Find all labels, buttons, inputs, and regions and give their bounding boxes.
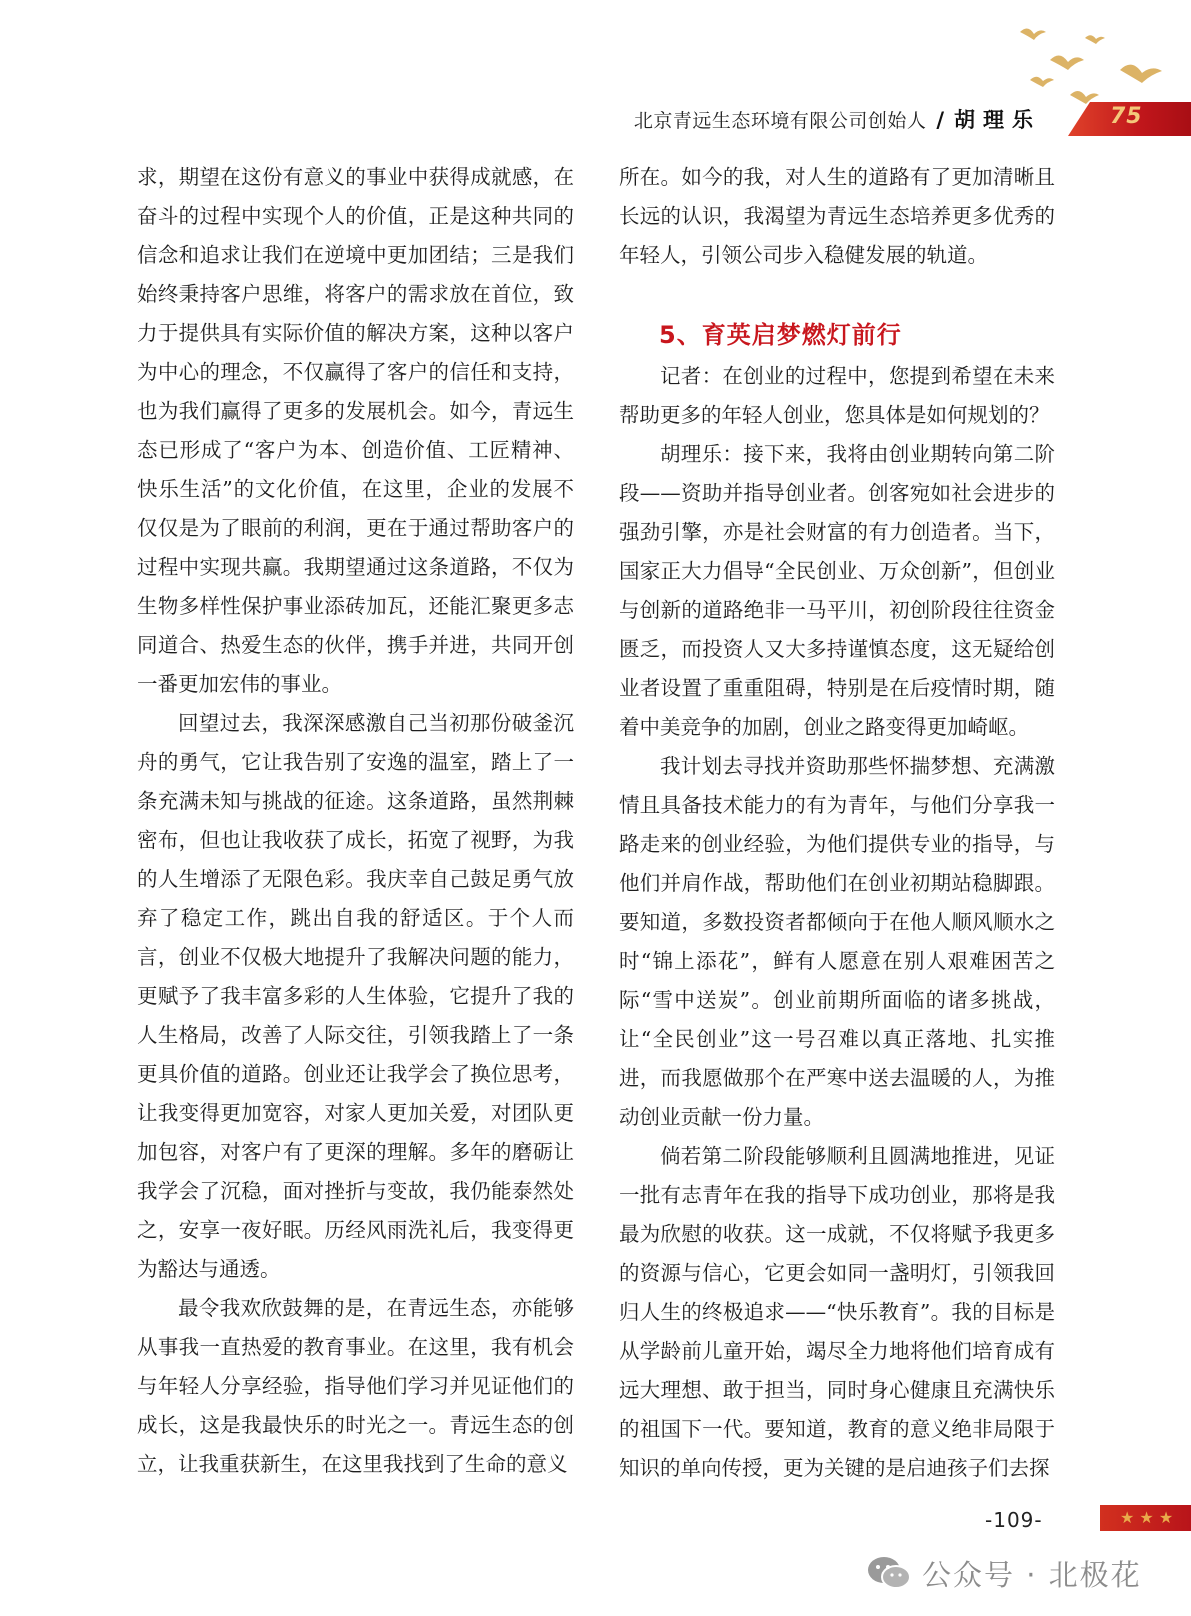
header-separator: / — [936, 108, 944, 132]
page-number: -109- — [985, 1508, 1043, 1532]
paragraph: 倘若第二阶段能够顺利且圆满地推进，见证一批有志青年在我的指导下成功创业，那将是我最为欣慰的收获。这一成就，不仅将赋予我更多的资源与信心，它更会如同一盏明灯，引领我回归人生的终极追求——“快乐教育”。我的目标是从学龄前儿童开始，竭尽全力地将他们培育成有远大理想、敢于担当，同时身心健康且充满快乐的祖国下一代。要知道，教育的意义绝非局限于知识的单向传授，更为关键的是启迪孩子们去探 — [619, 1144, 1055, 1480]
paragraph: 求，期望在这份有意义的事业中获得成就感，在奋斗的过程中实现个人的价值，正是这种共同的信念和追求让我们在逆境中更加团结；三是我们始终秉持客户思维，将客户的需求放在首位，致力于提供具有实际价值的解决方案，这种以客户为中心的理念，不仅赢得了客户的信任和支持，也为我们赢得了更多的发展机会。如今，青远生态已形成了“客户为本、创造价值、工匠精神、快乐生活”的文化价值，在这里，企业的发展不仅仅是为了眼前的利润，更在于通过帮助客户的过程中实现共赢。我期望通过这条道路，不仅为生物多样性保护事业添砖加瓦，还能汇聚更多志同道合、热爱生态的伙伴，携手并进，共同开创一番更加宏伟的事业。 — [137, 165, 574, 696]
paragraph: 回望过去，我深深感激自己当初那份破釜沉舟的勇气，它让我告别了安逸的温室，踏上了一条充满未知与挑战的征途。这条道路，虽然荆棘密布，但也让我收获了成长，拓宽了视野，为我的人生增添了无限色彩。我庆幸自己鼓足勇气放弃了稳定工作，跳出自我的舒适区。于个人而言，创业不仅极大地提升了我解决问题的能力，更赋予了我丰富多彩的人生体验，它提升了我的人生格局，改善了人际交往，引领我踏上了一条更具价值的道路。创业还让我学会了换位思考，让我变得更加宽容，对家人更加关爱，对团队更加包容，对客户有了更深的理解。多年的磨砺让我学会了沉稳，面对挫折与变故，我仍能泰然处之，安享一夜好眠。历经风雨洗礼后，我变得更为豁达与通透。 — [137, 711, 574, 1281]
paragraph: 最令我欢欣鼓舞的是，在青远生态，亦能够从事我一直热爱的教育事业。在这里，我有机会与年轻人分享经验，指导他们学习并见证他们的成长，这是我最快乐的时光之一。青远生态的创立，让我重获新生，在这里我找到了生命的意义 — [137, 1296, 574, 1476]
header-badge-number: 75 — [1110, 104, 1143, 129]
paragraph: 我计划去寻找并资助那些怀揣梦想、充满激情且具备技术能力的有为青年，与他们分享我一路走来的创业经验，为他们提供专业的指导，与他们并肩作战，帮助他们在创业初期站稳脚跟。要知道，多数投资者都倾向于在他人顺风顺水之时“锦上添花”，鲜有人愿意在别人艰难困苦之际“雪中送炭”。创业前期所面临的诸多挑战，让“全民创业”这一号召难以真正落地、扎实推进，而我愿做那个在严寒中送去温暖的人，为推动创业贡献一份力量。 — [619, 754, 1055, 1129]
header-org: 北京青远生态环境有限公司创始人 — [633, 110, 927, 132]
running-header — [634, 104, 1041, 134]
watermark — [866, 1548, 1142, 1598]
paragraph: 所在。如今的我，对人生的道路有了更加清晰且长远的认识，我渴望为青远生态培养更多优秀的年轻人，引领公司步入稳健发展的轨道。 — [619, 165, 1055, 267]
right-column — [619, 158, 1055, 1488]
section-title: 5、育英启梦燃灯前行 — [659, 321, 902, 349]
paragraph: 胡理乐：接下来，我将由创业期转向第二阶段——资助并指导创业者。创客宛如社会进步的强劲引擎，亦是社会财富的有力创造者。当下，国家正大力倡导“全民创业、万众创新”，但创业与创新的道路绝非一马平川，初创阶段往往资金匮乏，而投资人又大多持谨慎态度，这无疑给创业者设置了重重阻碍，特别是在后疫情时期，随着中美竞争的加剧，创业之路变得更加崎岖。 — [619, 442, 1055, 739]
header-person: 胡理乐 — [954, 108, 1041, 132]
wechat-icon — [866, 1554, 912, 1592]
stars-decoration-icon: ★ ★ ★ — [1120, 1508, 1174, 1527]
watermark-text: 公众号 · 北极花 — [922, 1557, 1142, 1592]
paragraph: 记者：在创业的过程中，您提到希望在未来帮助更多的年轻人创业，您具体是如何规划的？ — [619, 364, 1055, 427]
left-column — [137, 158, 574, 1484]
